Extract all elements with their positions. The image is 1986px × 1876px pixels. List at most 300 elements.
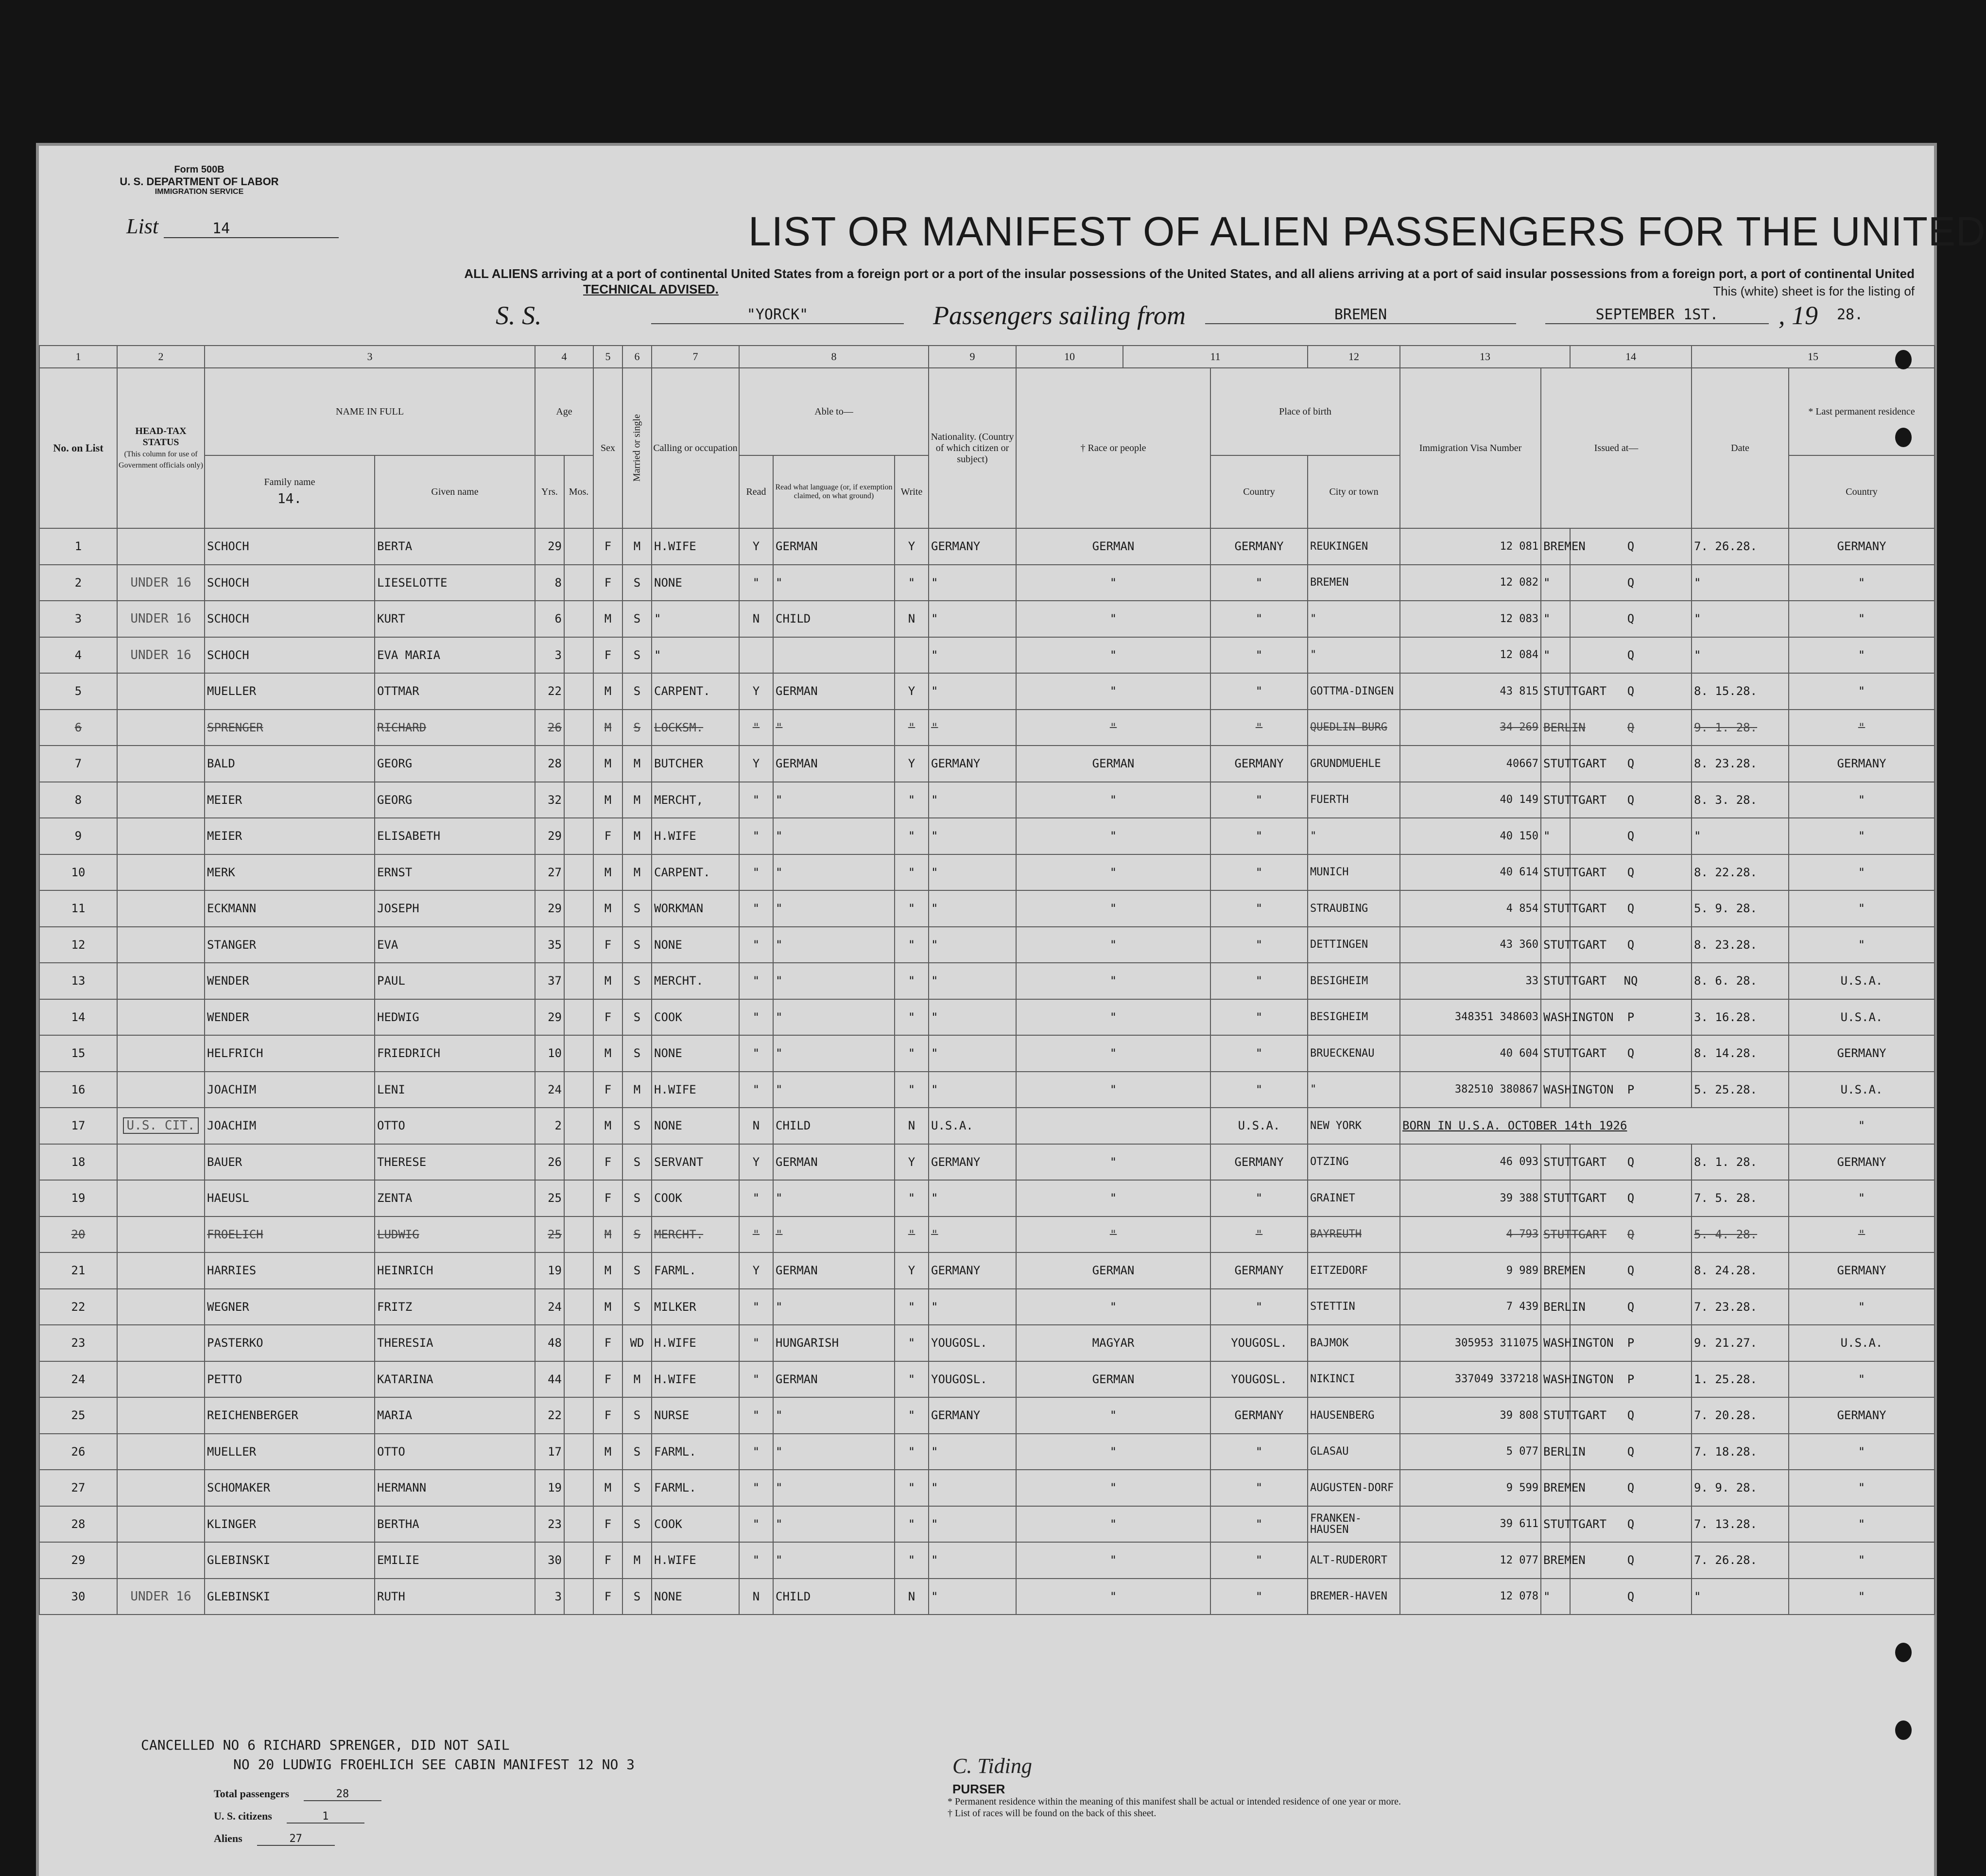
cell-no: 11: [39, 890, 117, 927]
cell-read: Y: [739, 1144, 773, 1181]
cell-fam: MERK: [205, 854, 375, 891]
cell-date: 3. 16.28.: [1692, 999, 1789, 1036]
cell-visa: 12 084: [1400, 637, 1541, 674]
cell-ms: S: [622, 1108, 652, 1144]
cell-q: Q: [1570, 746, 1692, 782]
cell-mos: [564, 1216, 593, 1253]
cell-q: Q: [1570, 1506, 1692, 1543]
cell-read: ": [739, 854, 773, 891]
cell-fam: HARRIES: [205, 1252, 375, 1289]
cell-date: 8. 22.28.: [1692, 854, 1789, 891]
col-number: 5: [593, 346, 622, 368]
cell-sex: M: [593, 1434, 622, 1470]
cell-lang: ": [773, 1180, 895, 1216]
cell-race: GERMAN: [1016, 528, 1210, 565]
cell-given: ELISABETH: [375, 818, 535, 854]
cell-fam: WENDER: [205, 963, 375, 999]
cell-lang: GERMAN: [773, 1361, 895, 1398]
cell-occ: COOK: [652, 1506, 739, 1543]
cell-lang: ": [773, 1072, 895, 1108]
cell-nat: GERMANY: [929, 1397, 1016, 1434]
cell-read: ": [739, 1325, 773, 1361]
cell-write: [895, 637, 929, 674]
cell-write: ": [895, 782, 929, 818]
table-row: [39, 601, 1934, 637]
cell-write: Y: [895, 1252, 929, 1289]
cell-fam: BAUER: [205, 1144, 375, 1181]
cell-no: 16: [39, 1072, 117, 1108]
family-name-value: 14.: [277, 490, 302, 507]
residence-country-header: Country: [1789, 455, 1934, 528]
cell-rcountry: U.S.A.: [1789, 963, 1934, 999]
cell-write: Y: [895, 673, 929, 710]
cell-ms: M: [622, 528, 652, 565]
cell-ms: M: [622, 1361, 652, 1398]
table-row: [39, 1289, 1934, 1325]
cell-visa: 348351 348603: [1400, 999, 1541, 1036]
last-residence-header: * Last permanent residence: [1789, 368, 1934, 455]
cell-no: 15: [39, 1035, 117, 1072]
head-tax-title: HEAD-TAX STATUS: [135, 426, 187, 448]
cell-nat: GERMANY: [929, 1252, 1016, 1289]
cell-occ: WORKMAN: [652, 890, 739, 927]
cell-lang: ": [773, 1397, 895, 1434]
cell-given: GEORG: [375, 782, 535, 818]
cell-no: 7: [39, 746, 117, 782]
table-row: [39, 1035, 1934, 1072]
cell-race: ": [1016, 1579, 1210, 1615]
cell-date: 8. 1. 28.: [1692, 1144, 1789, 1181]
cell-date: 8. 24.28.: [1692, 1252, 1789, 1289]
cell-ms: S: [622, 1144, 652, 1181]
cell-bcity: NIKINCI: [1308, 1361, 1400, 1398]
cell-yrs: 19: [535, 1470, 564, 1506]
cell-date: ": [1692, 1579, 1789, 1615]
cell-given: KURT: [375, 601, 535, 637]
cell-no: 8: [39, 782, 117, 818]
cell-q: P: [1570, 1361, 1692, 1398]
head-tax-header: [117, 368, 205, 528]
cell-write: ": [895, 1542, 929, 1579]
cell-nat: ": [929, 710, 1016, 746]
cell-date: 7. 13.28.: [1692, 1506, 1789, 1543]
cell-date: ": [1692, 637, 1789, 674]
table-row: [39, 1180, 1934, 1216]
cell-nat: ": [929, 782, 1016, 818]
cell-ms: M: [622, 746, 652, 782]
cell-yrs: 3: [535, 637, 564, 674]
aliens-label: Aliens: [214, 1832, 242, 1844]
cell-occ: BUTCHER: [652, 746, 739, 782]
aliens: [214, 1832, 335, 1846]
cell-q: Q: [1570, 854, 1692, 891]
cell-q: Q: [1570, 1035, 1692, 1072]
cell-date: 8. 3. 28.: [1692, 782, 1789, 818]
cell-yrs: 10: [535, 1035, 564, 1072]
cell-ht: [117, 528, 205, 565]
cell-fam: SPRENGER: [205, 710, 375, 746]
cell-no: 6: [39, 710, 117, 746]
cell-issued: STUTTGART: [1541, 854, 1570, 891]
cell-ht: [117, 746, 205, 782]
cell-ht: [117, 1035, 205, 1072]
cell-nat: GERMANY: [929, 1144, 1016, 1181]
cell-rcountry: ": [1789, 1361, 1934, 1398]
cell-issued: ": [1541, 565, 1570, 601]
col-number: 10: [1016, 346, 1123, 368]
cell-visa: 40 150: [1400, 818, 1541, 854]
cell-fam: MUELLER: [205, 673, 375, 710]
cell-yrs: 26: [535, 710, 564, 746]
cell-read: ": [739, 565, 773, 601]
cell-visa: 4 854: [1400, 890, 1541, 927]
sailing-label: Passengers sailing from: [933, 301, 1186, 330]
cell-no: 1: [39, 528, 117, 565]
cell-mos: [564, 1434, 593, 1470]
cell-occ: NONE: [652, 565, 739, 601]
cell-read: Y: [739, 528, 773, 565]
cell-visa: 39 388: [1400, 1180, 1541, 1216]
visa-header: Immigration Visa Number: [1400, 368, 1541, 528]
cell-rcountry: ": [1789, 818, 1934, 854]
departure-port: BREMEN: [1205, 306, 1516, 324]
place-of-birth-header: Place of birth: [1210, 368, 1400, 455]
col-number: 14: [1570, 346, 1692, 368]
cell-q: Q: [1570, 1289, 1692, 1325]
cell-mos: [564, 1180, 593, 1216]
family-name-label: Family name: [264, 477, 315, 488]
table-row: [39, 927, 1934, 963]
cell-rcountry: ": [1789, 637, 1934, 674]
cell-issued: STUTTGART: [1541, 1216, 1570, 1253]
cell-ms: S: [622, 601, 652, 637]
table-row: [39, 1361, 1934, 1398]
cell-bcountry: ": [1210, 854, 1308, 891]
cell-ht: [117, 1072, 205, 1108]
cell-rcountry: U.S.A.: [1789, 1325, 1934, 1361]
cell-bcity: REUKINGEN: [1308, 528, 1400, 565]
race-header: † Race or people: [1016, 368, 1210, 528]
subtitle-line-2: This (white) sheet is for the listing of: [1713, 284, 1915, 298]
cell-given: FRITZ: [375, 1289, 535, 1325]
cell-issued: STUTTGART: [1541, 1180, 1570, 1216]
cell-mos: [564, 1035, 593, 1072]
cell-bcity: FRANKEN-HAUSEN: [1308, 1506, 1400, 1543]
cell-write: N: [895, 1579, 929, 1615]
issued-at-header: Issued at—: [1541, 368, 1692, 528]
cell-given: HERMANN: [375, 1470, 535, 1506]
service-name: IMMIGRATION SERVICE: [155, 188, 244, 196]
cell-rcountry: ": [1789, 854, 1934, 891]
cell-nat: ": [929, 1506, 1016, 1543]
col-number: 13: [1400, 346, 1570, 368]
cell-q: Q: [1570, 528, 1692, 565]
cell-read: ": [739, 818, 773, 854]
cell-date: 1. 25.28.: [1692, 1361, 1789, 1398]
departure-date: SEPTEMBER 1ST.: [1545, 306, 1769, 324]
cell-fam: FROELICH: [205, 1216, 375, 1253]
cell-given: OTTMAR: [375, 673, 535, 710]
cell-sex: M: [593, 1289, 622, 1325]
cell-sex: F: [593, 1180, 622, 1216]
cell-given: EVA: [375, 927, 535, 963]
cell-q: Q: [1570, 818, 1692, 854]
cell-read: N: [739, 1579, 773, 1615]
cell-mos: [564, 963, 593, 999]
cell-ms: M: [622, 1542, 652, 1579]
cell-race: ": [1016, 1289, 1210, 1325]
cell-no: 12: [39, 927, 117, 963]
cell-read: ": [739, 1397, 773, 1434]
cell-lang: GERMAN: [773, 528, 895, 565]
cell-bcountry: YOUGOSL.: [1210, 1325, 1308, 1361]
cell-write: Y: [895, 1144, 929, 1181]
cell-write: ": [895, 1289, 929, 1325]
cell-sex: M: [593, 1035, 622, 1072]
cell-bcountry: ": [1210, 1072, 1308, 1108]
col-number: 2: [117, 346, 205, 368]
cell-race: ": [1016, 637, 1210, 674]
cell-issued: STUTTGART: [1541, 746, 1570, 782]
cell-ms: S: [622, 1180, 652, 1216]
cell-bcountry: ": [1210, 637, 1308, 674]
cell-bcountry: ": [1210, 818, 1308, 854]
cell-sex: M: [593, 782, 622, 818]
cell-given: LENI: [375, 1072, 535, 1108]
binder-hole: [1895, 1643, 1912, 1662]
cell-write: ": [895, 854, 929, 891]
cell-date: 5. 4. 28.: [1692, 1216, 1789, 1253]
cell-yrs: 24: [535, 1289, 564, 1325]
head-tax-note: (This column for use of Government officials only): [119, 450, 203, 469]
cell-issued: STUTTGART: [1541, 1144, 1570, 1181]
cell-ht: UNDER 16: [117, 637, 205, 674]
cell-sex: M: [593, 746, 622, 782]
cell-nat: ": [929, 1216, 1016, 1253]
department-name: U. S. DEPARTMENT OF LABOR: [120, 175, 279, 188]
cell-lang: GERMAN: [773, 1252, 895, 1289]
cell-yrs: 30: [535, 1542, 564, 1579]
cell-read: N: [739, 1108, 773, 1144]
cell-issued: ": [1541, 637, 1570, 674]
cell-no: 29: [39, 1542, 117, 1579]
cell-bcity: GOTTMA-DINGEN: [1308, 673, 1400, 710]
cell-ht: [117, 1216, 205, 1253]
cell-fam: STANGER: [205, 927, 375, 963]
table-row: [39, 782, 1934, 818]
cell-bcity: STRAUBING: [1308, 890, 1400, 927]
cell-fam: SCHOCH: [205, 565, 375, 601]
cell-no: 10: [39, 854, 117, 891]
cell-issued: STUTTGART: [1541, 782, 1570, 818]
cell-sex: F: [593, 1361, 622, 1398]
cell-mos: [564, 1289, 593, 1325]
cell-fam: SCHOCH: [205, 637, 375, 674]
cell-occ: H.WIFE: [652, 1361, 739, 1398]
cell-issued: STUTTGART: [1541, 890, 1570, 927]
cell-lang: ": [773, 854, 895, 891]
cell-race: ": [1016, 1035, 1210, 1072]
cell-sex: M: [593, 890, 622, 927]
cell-fam: SCHOCH: [205, 601, 375, 637]
cell-visa: 12 077: [1400, 1542, 1541, 1579]
form-number: Form 500B: [174, 164, 225, 175]
nationality-header: Nationality. (Country of which citizen or subject): [929, 368, 1016, 528]
cell-mos: [564, 890, 593, 927]
cell-given: RICHARD: [375, 710, 535, 746]
cell-date: 8. 15.28.: [1692, 673, 1789, 710]
cell-rcountry: U.S.A.: [1789, 1072, 1934, 1108]
no-on-list-header: No. on List: [39, 368, 117, 528]
cell-no: 3: [39, 601, 117, 637]
cell-race: ": [1016, 1542, 1210, 1579]
cell-visa: 39 808: [1400, 1397, 1541, 1434]
cell-nat: ": [929, 673, 1016, 710]
cell-yrs: 44: [535, 1361, 564, 1398]
cell-ht: [117, 854, 205, 891]
cell-rcountry: ": [1789, 890, 1934, 927]
cell-nat: ": [929, 1289, 1016, 1325]
cell-nat: ": [929, 565, 1016, 601]
cell-sex: M: [593, 963, 622, 999]
cell-lang: GERMAN: [773, 673, 895, 710]
table-row: [39, 528, 1934, 565]
col-number: 12: [1308, 346, 1400, 368]
sex-header: Sex: [593, 368, 622, 528]
cell-ht: UNDER 16: [117, 601, 205, 637]
cell-sex: F: [593, 1542, 622, 1579]
cell-yrs: 8: [535, 565, 564, 601]
cell-read: Y: [739, 1252, 773, 1289]
cell-given: BERTHA: [375, 1506, 535, 1543]
mos-header: Mos.: [564, 455, 593, 528]
cell-q: Q: [1570, 927, 1692, 963]
cell-mos: [564, 999, 593, 1036]
cell-nat: ": [929, 1542, 1016, 1579]
cell-q: Q: [1570, 1144, 1692, 1181]
table-row: [39, 746, 1934, 782]
cell-no: 9: [39, 818, 117, 854]
cell-bcountry: ": [1210, 890, 1308, 927]
table-row: [39, 1542, 1934, 1579]
cell-sex: F: [593, 818, 622, 854]
cell-ht: [117, 818, 205, 854]
cell-race: ": [1016, 673, 1210, 710]
col-number: 4: [535, 346, 593, 368]
cell-write: ": [895, 565, 929, 601]
cell-fam: JOACHIM: [205, 1072, 375, 1108]
cell-occ: COOK: [652, 999, 739, 1036]
cell-date: 8. 23.28.: [1692, 746, 1789, 782]
cell-yrs: 17: [535, 1434, 564, 1470]
cell-yrs: 22: [535, 1397, 564, 1434]
cell-ms: S: [622, 1252, 652, 1289]
cell-race: ": [1016, 782, 1210, 818]
cell-date: 7. 20.28.: [1692, 1397, 1789, 1434]
cell-lang: GERMAN: [773, 1144, 895, 1181]
manifest-sheet: [39, 146, 1986, 1876]
cell-q: P: [1570, 999, 1692, 1036]
cell-sex: M: [593, 854, 622, 891]
cell-given: THERESE: [375, 1144, 535, 1181]
cell-sex: M: [593, 601, 622, 637]
cell-mos: [564, 637, 593, 674]
header-row-1: [39, 368, 1934, 455]
cell-mos: [564, 1325, 593, 1361]
cell-issued: ": [1541, 601, 1570, 637]
table-row: [39, 1506, 1934, 1543]
table-row: [39, 1579, 1934, 1615]
cell-lang: ": [773, 1035, 895, 1072]
cell-ht: [117, 710, 205, 746]
read-header: Read: [739, 455, 773, 528]
cell-bcity: BRUECKENAU: [1308, 1035, 1400, 1072]
cell-rcountry: ": [1789, 1289, 1934, 1325]
cell-visa: 40667: [1400, 746, 1541, 782]
table-row: [39, 890, 1934, 927]
cell-occ: H.WIFE: [652, 1325, 739, 1361]
cell-given: MARIA: [375, 1397, 535, 1434]
cell-lang: CHILD: [773, 1108, 895, 1144]
cell-visa: 5 077: [1400, 1434, 1541, 1470]
cell-read: ": [739, 1216, 773, 1253]
us-citizen-stamp: U.S. CIT.: [123, 1117, 199, 1134]
cell-q: Q: [1570, 1216, 1692, 1253]
cell-sex: F: [593, 999, 622, 1036]
cell-given: PAUL: [375, 963, 535, 999]
col-number: 11: [1123, 346, 1308, 368]
cell-read: ": [739, 1470, 773, 1506]
cell-visa: 12 081: [1400, 528, 1541, 565]
cell-bcity: BAJMOK: [1308, 1325, 1400, 1361]
cell-date: 9. 9. 28.: [1692, 1470, 1789, 1506]
cell-rcountry: ": [1789, 673, 1934, 710]
cell-race: ": [1016, 854, 1210, 891]
cell-q: Q: [1570, 890, 1692, 927]
cell-lang: HUNGARISH: [773, 1325, 895, 1361]
cell-ht: [117, 1180, 205, 1216]
cell-rcountry: ": [1789, 1108, 1934, 1144]
cell-visa: 305953 311075: [1400, 1325, 1541, 1361]
cell-ht: [117, 1506, 205, 1543]
cell-write: ": [895, 1470, 929, 1506]
cell-ht: [117, 927, 205, 963]
cell-fam: JOACHIM: [205, 1108, 375, 1144]
cell-rcountry: GERMANY: [1789, 1144, 1934, 1181]
cell-no: 24: [39, 1361, 117, 1398]
cell-mos: [564, 1072, 593, 1108]
cell-issued: BREMEN: [1541, 528, 1570, 565]
cell-bcountry: ": [1210, 1216, 1308, 1253]
cell-rcountry: GERMANY: [1789, 1397, 1934, 1434]
cell-lang: CHILD: [773, 601, 895, 637]
cell-mos: [564, 1579, 593, 1615]
passenger-rows: [39, 528, 1934, 1615]
cell-no: 22: [39, 1289, 117, 1325]
cell-yrs: 29: [535, 890, 564, 927]
cell-ms: S: [622, 1579, 652, 1615]
cell-ht: [117, 1108, 205, 1144]
cell-mos: [564, 1108, 593, 1144]
cell-date: 5. 25.28.: [1692, 1072, 1789, 1108]
cell-no: 23: [39, 1325, 117, 1361]
cell-no: 26: [39, 1434, 117, 1470]
cell-write: ": [895, 1216, 929, 1253]
cell-lang: GERMAN: [773, 746, 895, 782]
cell-read: ": [739, 1035, 773, 1072]
cell-read: ": [739, 1180, 773, 1216]
cell-occ: H.WIFE: [652, 1542, 739, 1579]
